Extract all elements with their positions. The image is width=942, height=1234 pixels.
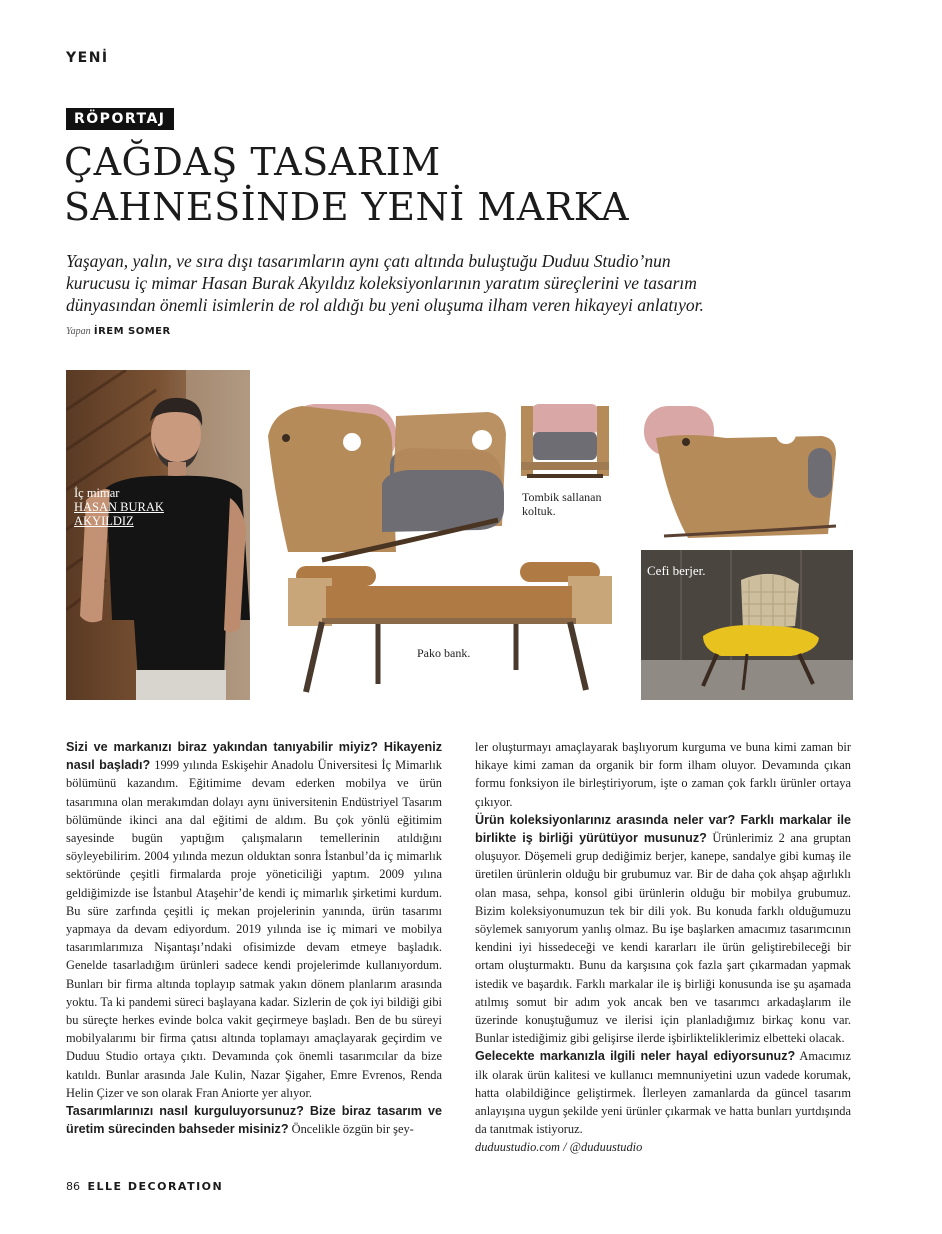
- answer: Amacımız ilk olarak ürün kalitesi ve kullanıcı memnuniyetini uzun vadede korumak, hatta olabildiğince geliştirmek. İlerleyen zamanlarda da güncel tasarım anlayışına uygun şekilde yeni ürünler çıkarmak ve hatta bunları yurtdışında da tanıtmak istiyoruz.: [475, 1049, 851, 1137]
- byline-author: İREM SOMER: [93, 326, 171, 337]
- portrait-photo: [66, 370, 250, 700]
- caption-line: AKYILDIZ: [74, 514, 134, 528]
- answer: 1999 yılında Eskişehir Anadolu Üniversitesi İç Mimarlık bölümünü kazandım. Eğitimime devam ederken mobilya ve ürün tasarımına olan merakımdan dolayı aynı üniversitenin Endüstriyel Tasarım bölümünde ikinci ana dal eğitimi de aldım. Bu çok yönlü eğitimim sayesinde bugün yaptığım çalışmaların temellerinin atıldığını söyleyebilirim. 2004 yılında mezun olduktan sonra İstanbul’da iç mimarlık sektöründe çeşitli firmalarda proje yöneticiliği yaptım. 2009 yılına geldiğimizde ise İstanbul Ataşehir’de kendi iç mimarlık şirketimi kurdum. Bu süre zarfında çeşitli iç mekan projelerinin yanında, ürün tasarımı yapmaya da devam ediyordum. 2019 yılında ise iç mimari ve mobilya tasarımlarımıza Nişantaşı’ndaki ofisimizde devam etmeye başladık. Genelde tasarladığım ürünleri sadece kendi projelerimde kullanıyordum. Bunları bir firma altında toplayıp satmak yakın dönem planlarım arasında yoktu. Ta ki pandemi süreci başlayana kadar. Sizlerin de çok iyi bildiği gibi bu süreçte herkes evinde bolca vakit geçirmeye başladı. Ben de bu süreyi mobilyalarımı bir firma çatısı altında toplamayı amaçlayarak geçirdim ve Duduu Studio ortaya çıktı. Devamında çok önemli tasarımcılar da bize katıldı. Bunlar arasında Jale Kulin, Nazar Şigaher, Emre Evrenos, Renda Helin Çizer ve son olarak Fran Aniorte yer alıyor.: [66, 758, 442, 1100]
- caption-line: İç mimar: [74, 486, 120, 500]
- portrait-illustration: [66, 370, 250, 700]
- byline: [66, 326, 171, 337]
- armchair-photo: [641, 550, 853, 700]
- headline-line: SAHNESİNDE YENİ MARKA: [64, 185, 630, 229]
- question: Gelecekte markanızla ilgili neler hayal ediyorsunuz?: [475, 1049, 796, 1064]
- question: Tasarımlarınızı nasıl kurguluyorsunuz? Bize biraz tasarım ve üretim sürecinden bahseder misiniz?: [66, 1104, 442, 1137]
- rocking-chair-side-image: [636, 398, 842, 538]
- rocking-chair-front-image: [262, 392, 510, 564]
- headline-line: ÇAĞDAŞ TASARIM: [64, 140, 441, 184]
- lead-paragraph: [66, 250, 786, 316]
- portrait-caption: [74, 486, 164, 528]
- answer: ler oluşturmayı amaçlayarak başlıyorum kurguma ve buna kimi zaman bir hikaye kimi zaman da organik bir form ilham oluyor. Devamında çıkan formu fonksiyon ile birleştiriyorum, işte o zaman çok farklı ürünler ortaya çıkıyor.: [475, 740, 851, 809]
- caption-line: HASAN BURAK: [74, 500, 164, 514]
- armchair-caption: Cefi berjer.: [647, 563, 706, 578]
- question: Ürün koleksiyonlarınız arasında neler var? Farklı markalar ile birlikte iş birliği yürütüyor musunuz?: [475, 812, 851, 846]
- body-column-left: [66, 738, 442, 1138]
- rocking-chair-front-small-image: [517, 402, 613, 482]
- rocking-chair-caption: [522, 490, 601, 518]
- headline: [64, 140, 629, 230]
- bench-caption: Pako bank.: [417, 646, 471, 660]
- caption-line: Tombik sallanan: [522, 490, 602, 504]
- answer: Öncelikle özgün bir şey-: [288, 1122, 414, 1137]
- bench-image: [282, 560, 618, 700]
- page-number: 86: [66, 1180, 80, 1193]
- lead-line: kurucusu iç mimar Hasan Burak Akyıldız koleksiyonlarının yaratım süreçlerini ve tasarım: [66, 273, 697, 293]
- lead-line: Yaşayan, yalın, ve sıra dışı tasarımların aynı çatı altında buluştuğu Duduu Studio’nun: [66, 251, 671, 271]
- lead-line: dünyasından önemli isimlerin de rol aldığı bu yeni oluşuma ilham veren hikayeyi anlatıyor.: [66, 295, 704, 315]
- byline-prefix: Yapan: [66, 326, 91, 337]
- magazine-name: ELLE DECORATION: [87, 1180, 224, 1193]
- category-tag: RÖPORTAJ: [66, 108, 174, 130]
- question: Sizi ve markanızı biraz yakından tanıyabilir miyiz? Hikayeniz nasıl başladı?: [66, 740, 442, 773]
- website-link[interactable]: duduustudio.com / @duduustudio: [475, 1140, 643, 1155]
- section-label: YENİ: [66, 50, 109, 66]
- body-column-right: [475, 738, 851, 1157]
- answer: Ürünlerimiz 2 ana gruptan oluşuyor. Döşemeli grup dediğimiz berjer, kanepe, sandalye gibi kumaş ile üretilen ürünlerin olduğu bir grubumuz var. Bir de daha çok ahşap ağırlıklı olan masa, sehpa, konsol gibi ürünlerin olduğu bir mobilya grubumuz. Bizim koleksiyonumuzun tek bir dili yok. Bu konuda farklı olduğumuzu söylemek sanıyorum yanlış olmaz. Bu işe başlarken amacımız tasarımcının kendini iyi hissedeceği ve kendi kararları ile ürün geliştirebileceği bir ortam oluşturmaktı. Bunu da karşısına çok fazla şart çıkarmadan yapmak istedik ve başardık. Farklı markalar ile iş birliği konusunda ise şu aşamada atılmış somut bir adım yok ancak ben ve tasarımcı arkadaşlarım ile üzerinde konuştuğumuz ve ilerisi için planladığımız birkaç konu var. Bunlar istediğimiz gibi gelişirse ilerde işbirlikteliklerimiz elbetteki olacak.: [475, 831, 851, 1046]
- caption-line: koltuk.: [522, 504, 556, 518]
- page-footer: [66, 1180, 223, 1193]
